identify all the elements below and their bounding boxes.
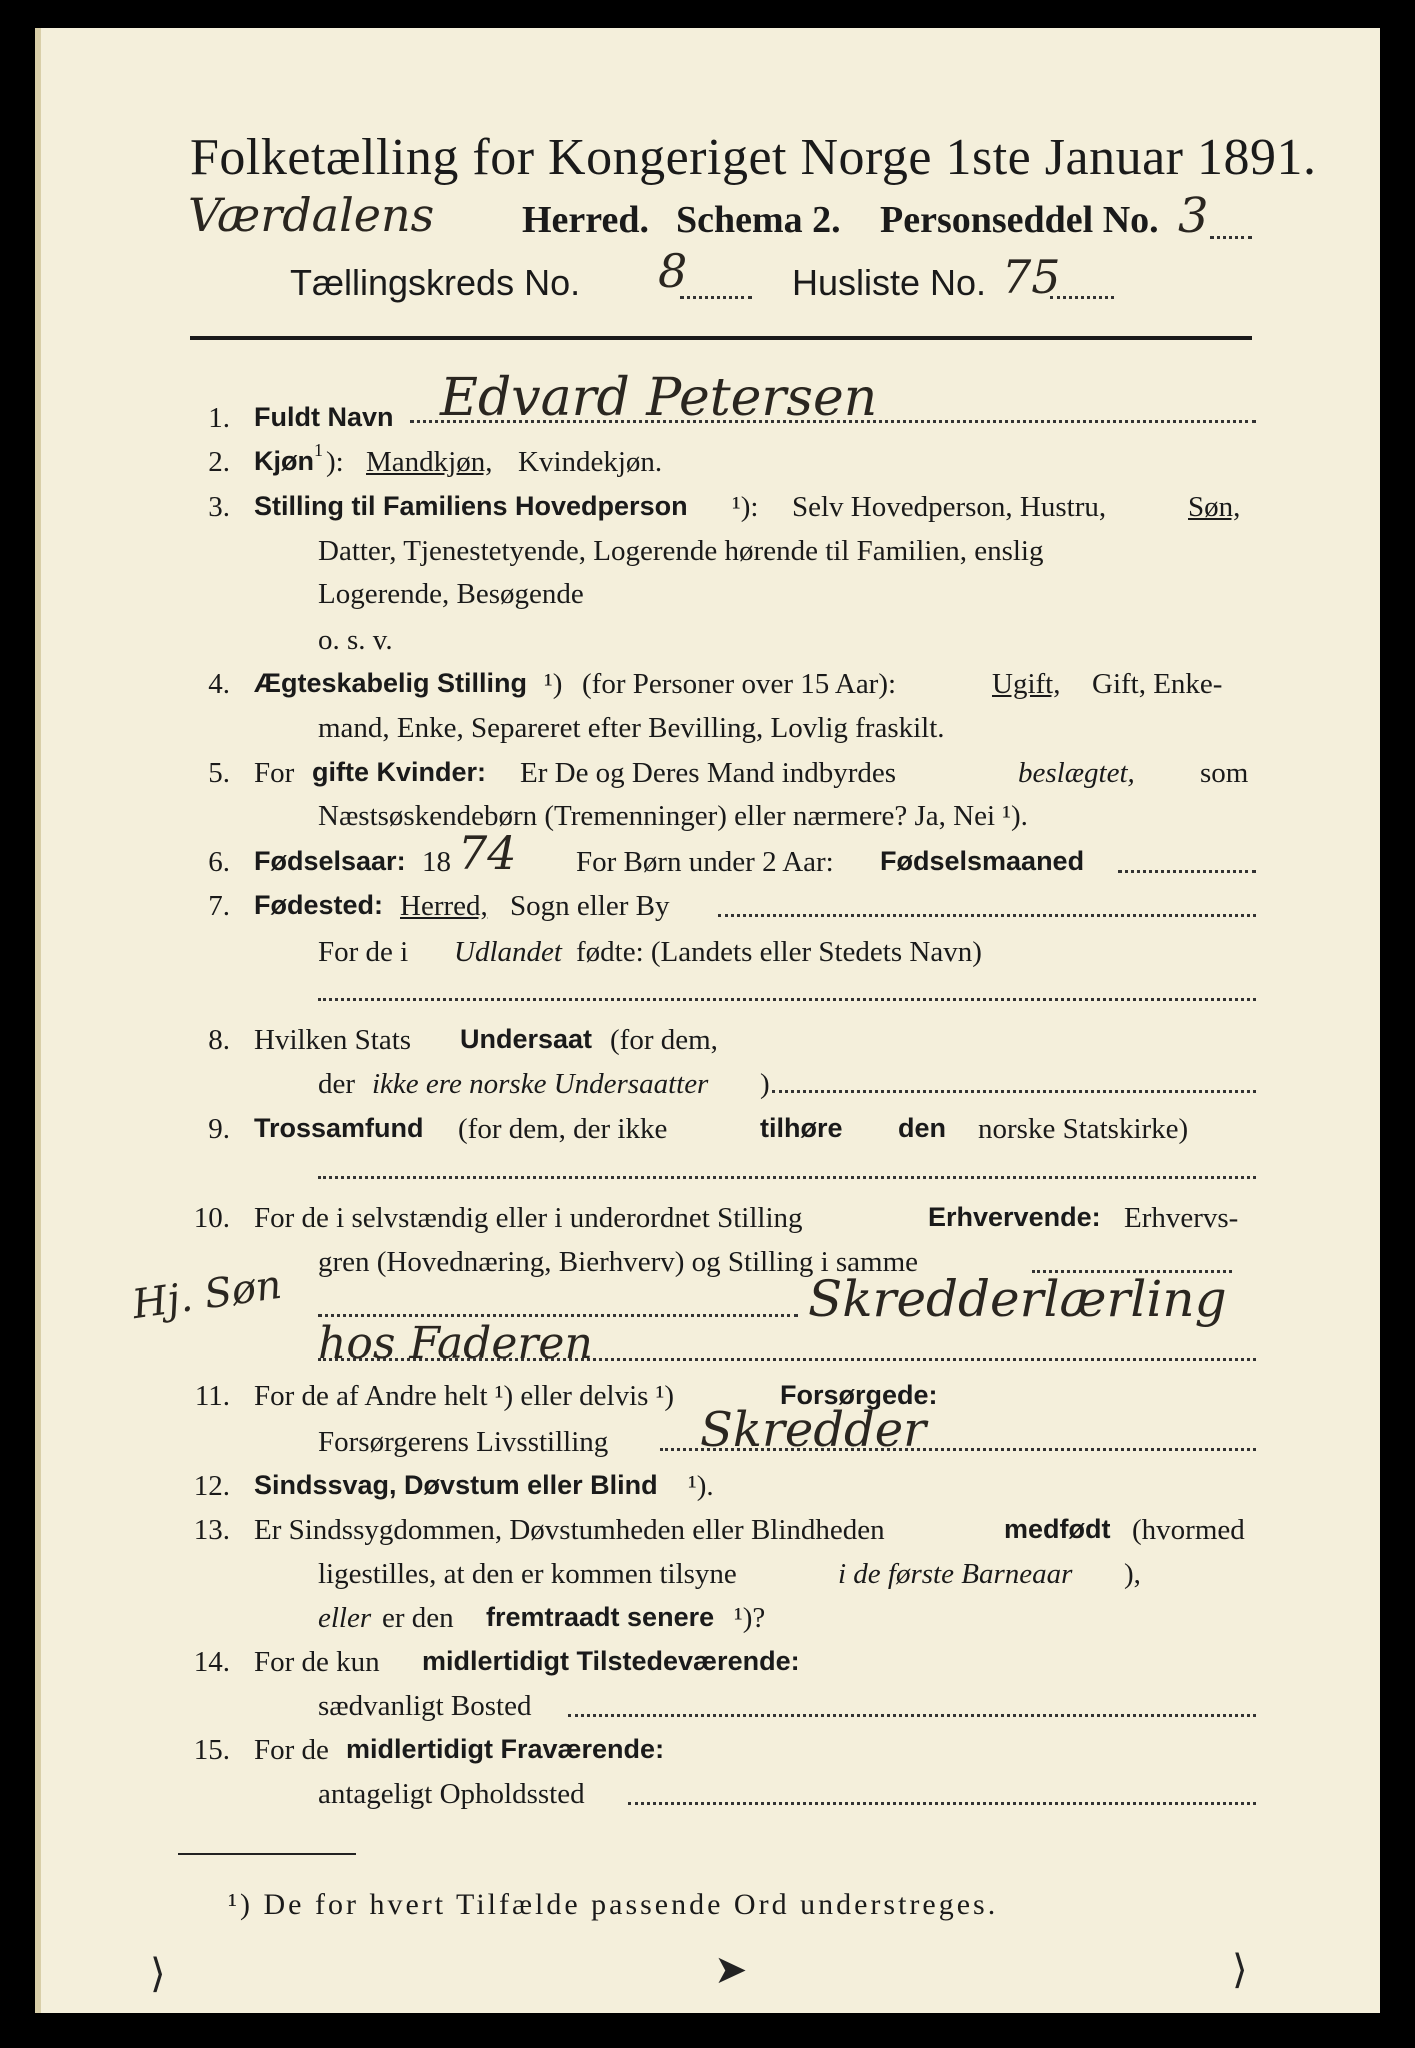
item-number: 3. [208, 491, 230, 523]
footnote-ref: ¹)? [734, 1602, 766, 1634]
temp-absent-label: midlertidigt Fraværende: [346, 1734, 665, 1764]
husliste-number[interactable]: 75 [1002, 250, 1061, 304]
birthplace-label: Fødested: [254, 890, 384, 920]
sex-other-option[interactable]: Kvindekjøn. [518, 446, 663, 478]
congenital-close: ), [1124, 1558, 1141, 1590]
occupation-suffix: Erhvervs- [1124, 1202, 1239, 1234]
citizenship-qualifier-italic: ikke ere norske Undersaatter [372, 1068, 709, 1100]
item-number: 15. [193, 1734, 230, 1766]
occupation-label: Erhvervende: [928, 1202, 1101, 1232]
item-number: 11. [194, 1380, 230, 1412]
birth-year-value[interactable]: 74 [458, 826, 517, 880]
abroad-term: Udlandet [454, 936, 562, 968]
item-number: 5. [208, 757, 230, 789]
married-women-question: Er De og Deres Mand indbyrdes [520, 757, 897, 789]
marital-status-options[interactable]: Gift, Enke- [1092, 668, 1223, 700]
personseddel-dotted-line [1210, 236, 1252, 239]
corner-mark-icon: ⟩ [1232, 1947, 1248, 1992]
religion-label: Trossamfund [254, 1113, 424, 1143]
religion-bold-word: tilhøre [760, 1113, 843, 1143]
herred-label: Herred. [522, 199, 649, 241]
kreds-label: Tællingskreds No. [290, 262, 581, 303]
usual-residence-label: sædvanligt Bosted [318, 1690, 532, 1722]
abroad-question: fødte: (Landets eller Stedets Navn) [576, 936, 982, 968]
abroad-dotted-line [318, 998, 1256, 1001]
disability-label: Sindssvag, Døvstum eller Blind [254, 1470, 658, 1500]
kreds-dotted-line [680, 296, 752, 299]
corner-mark-icon: ⟩ [150, 1951, 166, 1996]
married-women-question-end: som [1200, 757, 1249, 789]
occupation-dotted-line-2 [318, 1314, 798, 1317]
colon: ): [326, 446, 344, 478]
footnote-ref: ¹). [688, 1470, 714, 1502]
citizenship-label: Undersaat [460, 1024, 593, 1054]
colon: ¹): [732, 491, 759, 523]
probable-location-label: antageligt Opholdssted [318, 1778, 585, 1810]
married-women-label: gifte Kvinder: [312, 757, 487, 787]
item-number: 13. [193, 1514, 230, 1546]
personseddel-number[interactable]: 3 [1178, 188, 1209, 244]
congenital-prefix: Er Sindssygdommen, Døvstumheden eller Blindheden [254, 1514, 885, 1546]
religion-qualifier: (for dem, der ikke [458, 1113, 668, 1145]
marital-status-label: Ægteskabelig Stilling [254, 668, 528, 698]
married-women-question-line2[interactable]: Næstsøskendebørn (Tremenninger) eller nærmere? Ja, Nei ¹). [318, 800, 1028, 832]
item-number: 1. [208, 402, 230, 434]
schema-label: Schema 2. [676, 199, 841, 241]
sex-selected-option[interactable]: Mandkjøn, [366, 446, 493, 478]
abroad-prefix: For de i [318, 936, 409, 968]
birthplace-options[interactable]: Sogn eller By [510, 890, 670, 922]
congenital-label: medfødt [1004, 1514, 1111, 1544]
family-position-options-line4: o. s. v. [318, 624, 393, 656]
marital-status-qualifier: (for Personer over 15 Aar): [582, 668, 897, 700]
family-position-options[interactable]: Selv Hovedperson, Hustru, [792, 491, 1107, 523]
full-name-value[interactable]: Edvard Petersen [440, 368, 878, 428]
temp-present-prefix: For de kun [254, 1646, 380, 1678]
birth-year-label: Fødselsaar: [254, 846, 406, 876]
usual-residence-dotted-line [568, 1714, 1256, 1717]
footnote-marker: 1 [314, 440, 323, 460]
footnote: ¹) De for hvert Tilfælde passende Ord understreges. [228, 1888, 999, 1921]
occupation-value-line2[interactable]: hos Faderen [318, 1318, 593, 1369]
dependent-prefix: For de af Andre helt ¹) eller delvis ¹) [254, 1380, 675, 1412]
full-name-dotted-line [410, 420, 1256, 423]
item-5-prefix: For [254, 757, 295, 789]
item-number: 6. [208, 846, 230, 878]
item-number: 2. [208, 446, 230, 478]
birth-month-label: Fødselsmaaned [880, 846, 1085, 876]
kreds-number[interactable]: 8 [658, 244, 688, 298]
provider-dotted-line [660, 1448, 1256, 1451]
husliste-label: Husliste No. [792, 262, 987, 303]
probable-location-dotted-line [628, 1802, 1256, 1805]
congenital-suffix: (hvormed [1132, 1514, 1245, 1546]
congenital-italic: i de første Barneaar [838, 1558, 1073, 1590]
related-term: beslægtet, [1018, 757, 1135, 789]
family-position-label: Stilling til Familiens Hovedperson [254, 491, 688, 521]
husliste-dotted-line [1050, 296, 1114, 299]
birthplace-selected[interactable]: Herred, [400, 890, 488, 922]
citizenship-prefix: Hvilken Stats [254, 1024, 412, 1056]
birthplace-dotted-line [718, 914, 1256, 917]
corner-mark-icon: ➤ [714, 1947, 748, 1992]
dependent-label: Forsørgede: [780, 1380, 938, 1410]
form-title: Folketælling for Kongeriget Norge 1ste Januar 1891. [190, 129, 1317, 186]
item-number: 14. [193, 1646, 230, 1678]
item-number: 8. [208, 1024, 230, 1056]
colon: ¹) [544, 668, 563, 700]
temp-present-label: midlertidigt Tilstedeværende: [422, 1646, 800, 1676]
sex-label: Kjøn [254, 446, 314, 476]
congenital-line3-italic: eller [318, 1602, 372, 1634]
family-position-options-line2[interactable]: Datter, Tjenestetyende, Logerende hørende til Familien, enslig [318, 535, 1044, 567]
item-number: 9. [208, 1113, 230, 1145]
occupation-value-line1[interactable]: Skredderlærling [808, 1270, 1227, 1328]
family-position-options-line3[interactable]: Logerende, Besøgende [318, 578, 584, 610]
religion-dotted-line [318, 1176, 1256, 1179]
citizenship-qualifier: (for dem, [610, 1024, 718, 1056]
full-name-label: Fuldt Navn [254, 402, 394, 432]
birth-month-dotted-line [1118, 870, 1256, 873]
provider-occupation-label: Forsørgerens Livsstilling [318, 1426, 609, 1458]
congenital-line3: er den [382, 1602, 454, 1634]
provider-occupation-value[interactable]: Skredder [700, 1402, 927, 1458]
item-number: 4. [208, 668, 230, 700]
religion-bold-word-2: den [898, 1113, 947, 1143]
occupation-margin-note[interactable]: Hj. Søn [129, 1261, 285, 1329]
birth-year-prefix: 18 [422, 846, 451, 878]
citizenship-qualifier-prefix: der [318, 1068, 356, 1100]
congenital-line2: ligestilles, at den er kommen tilsyne [318, 1558, 737, 1590]
occupation-dotted-line-3 [318, 1358, 1256, 1361]
occupation-prefix: For de i selvstændig eller i underordnet Stilling [254, 1202, 803, 1234]
family-position-selected[interactable]: Søn, [1188, 491, 1241, 523]
birth-month-qualifier: For Børn under 2 Aar: [576, 846, 834, 878]
religion-qualifier-end: norske Statskirke) [978, 1113, 1189, 1145]
herred-value[interactable]: Værdalens [188, 188, 435, 242]
item-number: 10. [193, 1202, 230, 1234]
footnote-rule [178, 1853, 356, 1855]
personseddel-label: Personseddel No. [880, 199, 1159, 241]
occupation-line2: gren (Hovednæring, Bierhverv) og Stilling i samme [318, 1246, 919, 1278]
header-rule [190, 336, 1252, 340]
marital-status-options-line2[interactable]: mand, Enke, Separeret efter Bevilling, Lovlig fraskilt. [318, 712, 945, 744]
marital-status-selected[interactable]: Ugift, [992, 668, 1061, 700]
acquired-later-label: fremtraadt senere [486, 1602, 715, 1632]
item-number: 12. [193, 1470, 230, 1502]
citizenship-close: ) [760, 1068, 770, 1100]
citizenship-dotted-line [772, 1090, 1256, 1093]
item-number: 7. [208, 890, 230, 922]
temp-absent-prefix: For de [254, 1734, 329, 1766]
